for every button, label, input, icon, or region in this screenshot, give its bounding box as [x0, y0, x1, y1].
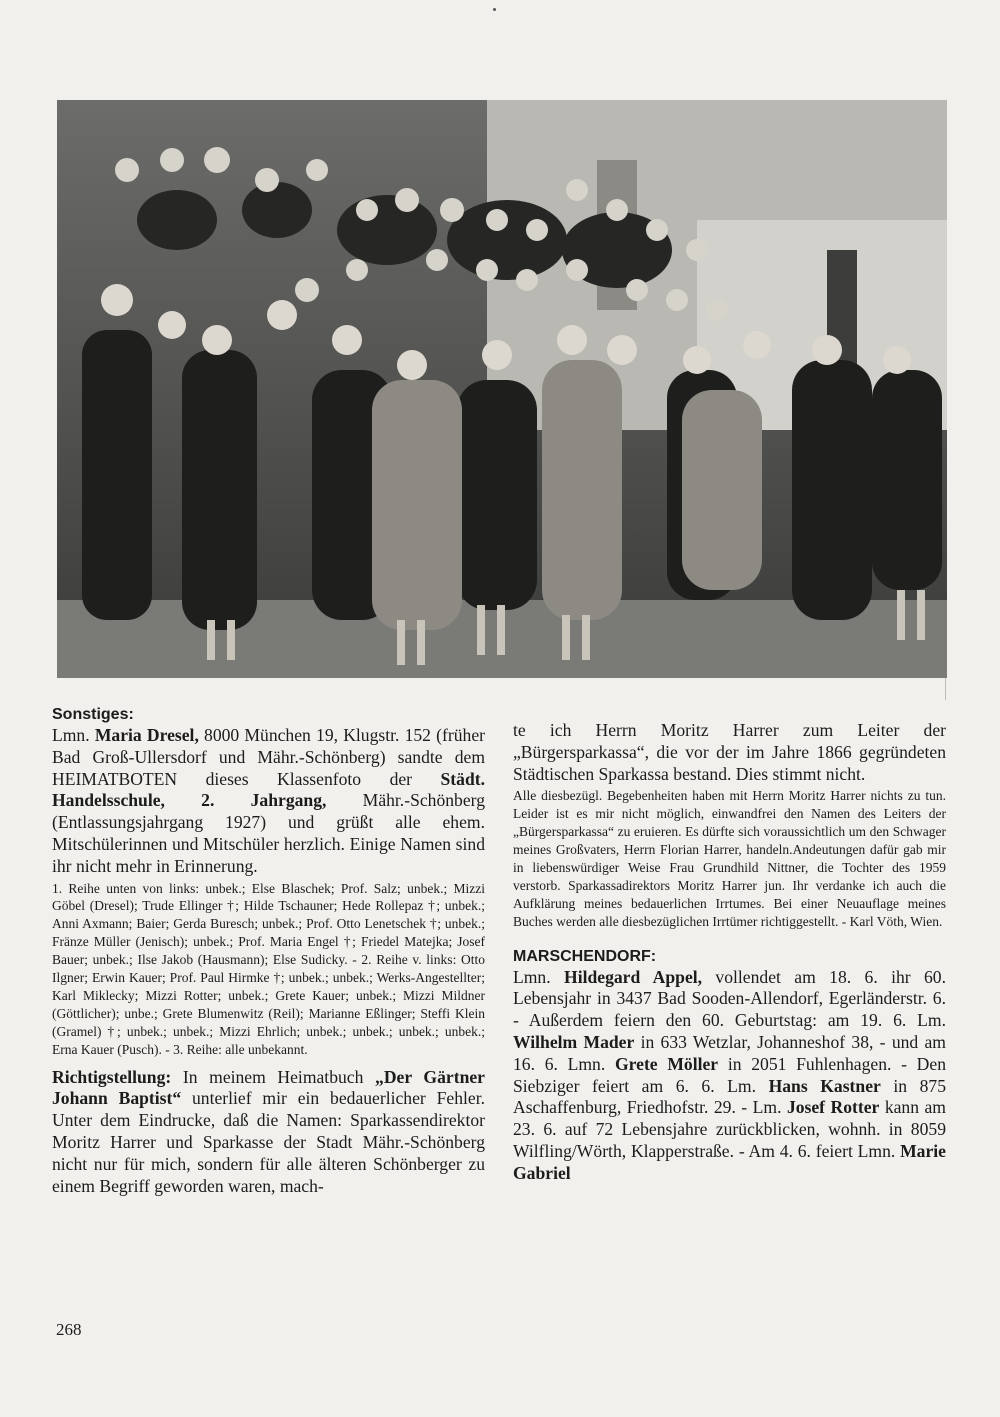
book-title: „Der Gärtner Johann Baptist“ [52, 1066, 485, 1109]
school-name: Städt. Handelsschule, 2. Jahrgang, [52, 768, 485, 811]
m-p4: in 2051 Fuhlenhagen. - Den Siebziger feiert am 6. 6. Lm. [513, 1053, 946, 1096]
name-hans-kastner: Hans Kastner [768, 1075, 881, 1096]
intro-c: 8000 München 19, Klugstr. 152 (früher Bad Groß-Ullersdorf und Mähr.-Schönberg) sandte dem HEIMATBOTEN dieses Klassenfoto der [52, 725, 485, 789]
name-maria-dresel: Maria Dresel, [94, 725, 199, 745]
correction-a: In meinem Heimatbuch [171, 1066, 376, 1087]
m-p2: vollendet am 18. 6. ihr 60. Lebensjahr in 3437 Bad Sooden-Allendorf, Egerländerstr. 6. - Außerdem feiern den 60. Geburtstag: am 19. 6. Lm. [513, 966, 947, 1031]
right-column [513, 705, 946, 1185]
names-list: 1. Reihe unten von links: unbek.; Else Blaschek; Prof. Salz; unbek.; Mizzi Göbel (Dresel); Trude Ellinger †; Hilde Tschauner; Hede Rollepaz †; unbek.; Anni Axmann; Baier; Gerda Buresch; unbek.; Prof. Otto Lenetschek †; unbek.; Fränze Müller (Jenisch); unbek.; Prof. Maria Engel †; Friedel Matejka; Josef Bauer; unbek.; Ilse Jakob (Hausmann); Else Sudicky. - 2. Reihe v. links: Otto Ilgner; Erwin Kauer; Prof. Paul Hirmke †; unbek.; unbek.; Werks-Angestellter; Karl Miklecky; Mizzi Rotter; unbek.; Grete Kauer; unbek.; Mizzi Mildner (Göttlicher); unbe.; Grete Blumenwitz (Reil); Marianne Eßlinger; Steffi Klein (Gramel) †; unbek.; unbek.; Mizzi Ehrlich; unbek.; unbek.; unbek.; unbek.; Erna Kauer (Pusch). - 3. Reihe: alle unbekannt. [52, 880, 485, 1057]
section-heading-marschendorf: MARSCHENDORF: [513, 947, 657, 965]
marschendorf-paragraph [513, 967, 946, 1185]
name-wilhelm-mader: Wilhelm Mader [513, 1032, 635, 1053]
group-photo-icon [57, 100, 947, 678]
m-p6: kann am 23. 6. auf 72 Lebensjahre zurückblicken, wohnh. in 8059 Wilfling/Wörth, Klapperstraße. - Am 4. 6. feiert Lmn. [513, 1097, 946, 1162]
correction-label: Richtigstellung: [52, 1066, 172, 1087]
intro-e: Mähr.-Schönberg (Entlassungsjahrgang 1927) und grüßt alle ehem. Mitschülerinnen und Mitschüler herzlich. Einige Namen sind ihr nicht mehr in Erinnerung. [52, 790, 485, 876]
page-number: 268 [56, 1320, 82, 1339]
continuation-paragraph: te ich Herrn Moritz Harrer zum Leiter der „Bürgersparkassa“, die vor der im Jahre 1866 gegründeten Städtischen Sparkassa bestand. Dies stimmt nicht. [513, 720, 946, 784]
name-marie-gabriel: Marie Gabriel [513, 1141, 946, 1183]
name-josef-rotter: Josef Rotter [786, 1097, 880, 1118]
m-p3: in 633 Wetzlar, Johanneshof 38, - und am 16. 6. Lmn. [513, 1032, 946, 1074]
m-p5: in 875 Aschaffenburg, Friedhofstr. 29. - Lm. [513, 1075, 946, 1118]
name-grete-moeller: Grete Möller [614, 1053, 719, 1074]
page-dot [493, 8, 496, 11]
correction-paragraph [52, 1067, 485, 1198]
intro-a: Lmn. [52, 725, 95, 745]
m-p1: Lmn. [513, 966, 565, 987]
section-heading-sonstiges: Sonstiges: [52, 706, 134, 723]
name-hildegard-appel: Hildegard Appel, [564, 966, 703, 987]
correction-details: Alle diesbezügl. Begebenheiten haben mit Herrn Moritz Harrer nichts zu tun. Leider ist es mir nicht möglich, einwandfrei den Namen des Leiters der „Bürgersparkassa“ zu eruieren. Es dürfte sich voraussichtlich um den Schwager meines Großvaters, Herrn Florian Harrer, handeln.Andeutungen dafür gab mir in liebenswürdiger Weise Frau Grundhild Nittner, die Tochter des 1959 verstorb. Sparkassadirektors Moritz Harrer jun. Ihr verdanke ich auch die Aufklärung meines bedauerlichen Irrtumes. Bei einer Neuauflage meines Buches werden alle diesbezüglichen Irrtümer richtiggestellt. - Karl Vöth, Wien. [513, 788, 946, 929]
correction-b: unterlief mir ein bedauerlicher Fehler. Unter dem Eindrucke, daß die Namen: Sparkassendirektor Moritz Harrer und Sparkasse der Stadt Mähr.-Schönberg nicht nur für mich, sondern für alle älteren Schönberger zu einem Begriff geworden waren, mach- [52, 1088, 485, 1196]
group-photo [57, 100, 947, 678]
left-column [52, 705, 485, 1197]
intro-paragraph [52, 725, 485, 878]
